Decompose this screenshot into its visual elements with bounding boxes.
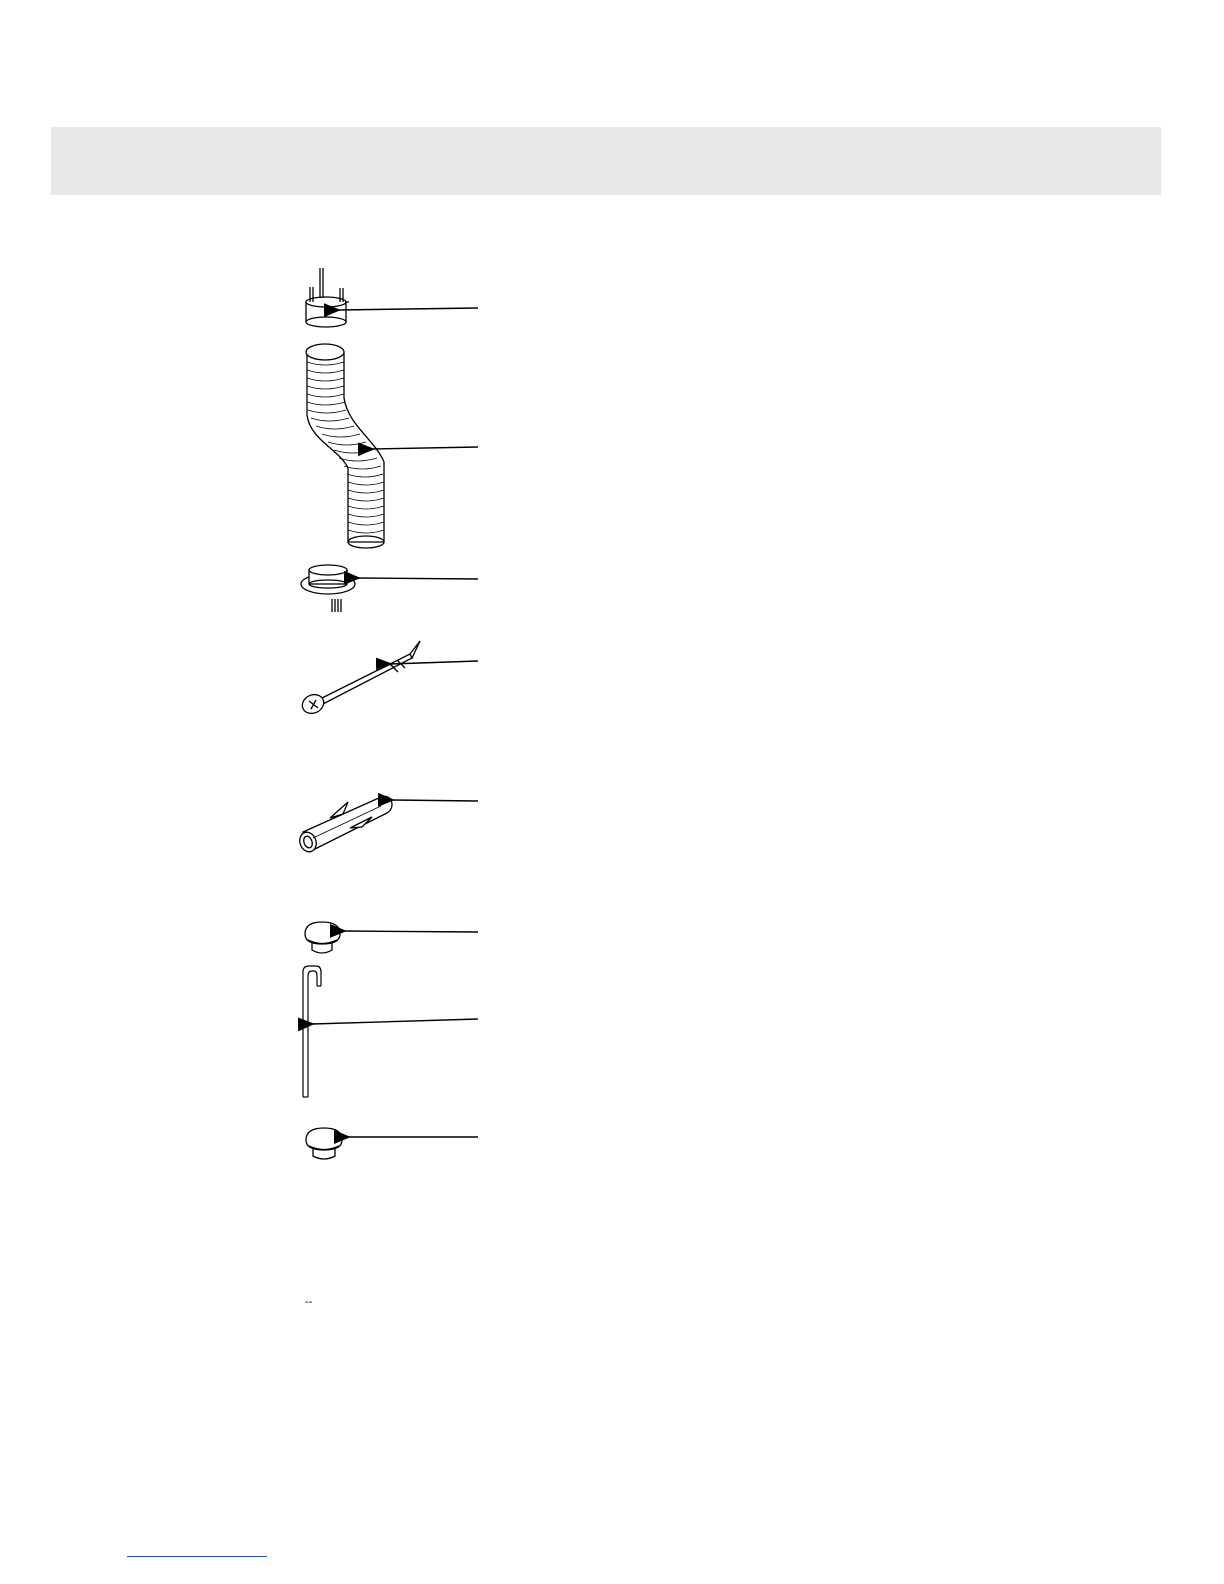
leader-arrow-6 — [344, 931, 478, 932]
leader-arrow-7 — [312, 1019, 478, 1024]
part-flexible-duct — [306, 344, 384, 548]
footer-dash-mark: -- — [305, 1296, 313, 1308]
leader-arrow-5 — [392, 800, 478, 801]
leader-arrow-1 — [338, 308, 478, 310]
part-hook-rod — [303, 966, 321, 1097]
leader-arrow-3 — [358, 578, 478, 579]
part-flanged-collar — [301, 565, 355, 612]
part-long-screw — [299, 641, 420, 717]
part-wall-anchor — [297, 796, 392, 854]
leader-arrow-2 — [372, 447, 478, 449]
part-ring-with-prongs — [306, 268, 349, 327]
part-cap-plug-2 — [306, 1128, 342, 1159]
footer-link-underline[interactable] — [127, 1556, 267, 1557]
part-cap-plug-1 — [305, 922, 340, 953]
